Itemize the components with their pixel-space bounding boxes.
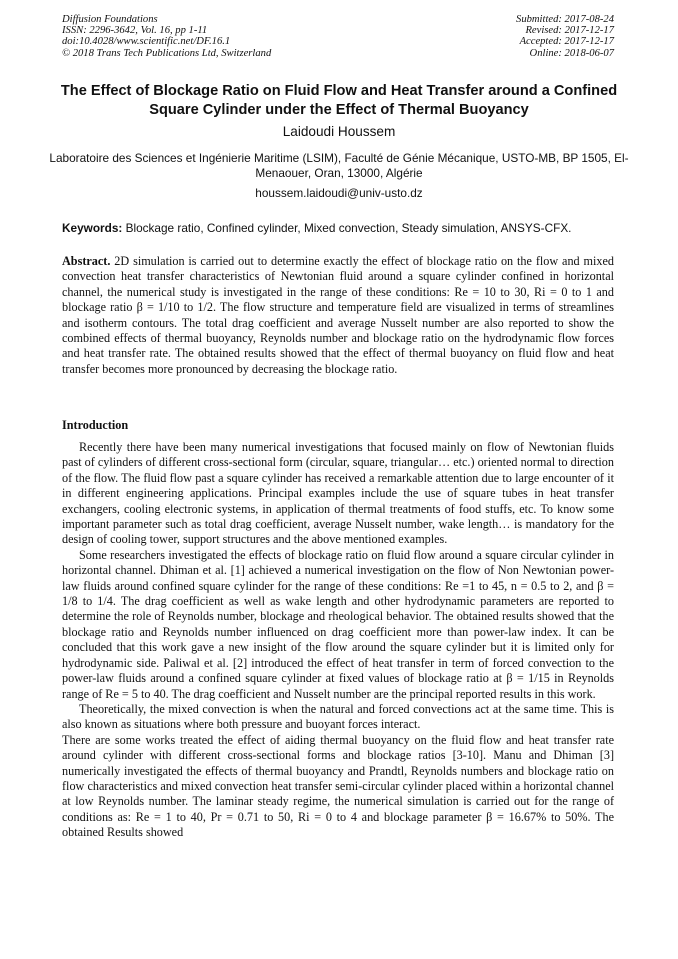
author-affiliation: Laboratoire des Sciences et Ingénierie Maritime (LSIM), Faculté de Génie Mécanique, USTO-MB, BP 1505, El-Menaouer, Oran, 13000, Algérie (49, 151, 629, 180)
author-name: Laidoudi Houssem (282, 124, 396, 139)
paragraph: Recently there have been many numerical investigations that focused mainly on flow of Newtonian fluids past of cylinders of different cross-sectional form (circular, square, triangular… etc.) oriented normal to direction of the flow. The fluid flow past a square cylinder has received a remarkable attention due to large encounter of it in different engineering applications. Principal examples include the use of square tubes in heat transfer exchangers, cooling electronic systems, in application of thermal treatments of food stuffs, etc. To know some important parameter such as total drag coefficient, average Nusselt number, wake length… is mandatory for the design of cooling tower, support structures and the above mentioned examples. (62, 440, 614, 547)
paragraph: There are some works treated the effect of aiding thermal buoyancy on the fluid flow and heat transfer rate around cylinder with different cross-sectional forms and blockage ratios [3-10]. Manu and Dhiman [3] numerically investigated the effects of thermal buoyancy and Prandtl, Reynolds numbers and blockage ratio on flow characteristics and mixed convection heat transfer semi-circular cylinder placed within a horizontal channel at low Reynolds number. The laminar steady regime, the numerical simulation is carried out for the range of conditions as: Re = 1 to 40, Pr = 0.71 to 50, Ri = 0 to 4 and blockage parameter β = 16.67% to 50%. The obtained Results showed (62, 732, 614, 840)
journal-info (62, 14, 271, 59)
date-submitted: Submitted: 2017-08-24 (516, 14, 614, 25)
submission-dates (516, 14, 614, 59)
journal-issn: ISSN: 2296-3642, Vol. 16, pp 1-11 (62, 25, 208, 37)
keywords (62, 221, 616, 235)
date-accepted: Accepted: 2017-12-17 (519, 36, 614, 48)
introduction-body (62, 440, 614, 841)
abstract-text: 2D simulation is carried out to determine exactly the effect of blockage ratio on the flow and mixed convection heat transfer characteristics of Newtonian fluid around a square cylinder confined in horizontal channel, the numerical study is investigated in the range of these conditions: Re = 10 to 30, Ri = 0 to 1 and blockage ratio β = 1/10 to 1/2. The flow structure and temperature field are visualized in terms of streamlines and isotherm contours. The total drag coefficient and average Nusselt number are also reported to show the combined effects of thermal buoyancy, Reynolds number and blockage ratio on the hydrodynamic flow forces and heat transfer rate. The obtained results showed that the effect of thermal buoyancy on fluid flow and heat transfer becomes more pronounced by decreasing the blockage ratio. (62, 254, 614, 376)
paper-title: The Effect of Blockage Ratio on Fluid Flow and Heat Transfer around a Confined Square Cylinder under the Effect of Thermal Buoyancy (60, 83, 618, 118)
date-revised: Revised: 2017-12-17 (525, 25, 614, 37)
author-email: houssem.laidoudi@univ-usto.dz (255, 186, 423, 200)
journal-doi: doi:10.4028/www.scientific.net/DF.16.1 (62, 36, 231, 48)
introduction-heading: Introduction (62, 418, 129, 432)
date-online: Online: 2018-06-07 (529, 47, 614, 59)
abstract (62, 254, 614, 377)
paragraph: Theoretically, the mixed convection is when the natural and forced convections act at the same time. This is also known as situations where both pressure and buoyant forces interact. (62, 701, 614, 732)
abstract-label: Abstract. (62, 254, 111, 268)
paragraph: Some researchers investigated the effects of blockage ratio on fluid flow around a square circular cylinder in horizontal channel. Dhiman et al. [1] achieved a numerical investigation on the flow of Non Newtonian power-law fluids around confined square cylinder for the range of these conditions: Re =1 to 45, n = 0.5 to 2, and β = 1/8 to 1/4. The drag coefficient as well as wake length and other hydrodynamic parameters are reported to determine the role of Reynolds number, blockage and rheological behavior. The obtained results showed that the blockage ratio and Reynolds number influenced on drag coefficient more than power-law index. It can be concluded that this work gave a new insight of the flow around the square cylinder but it is limited only for hydrodynamic side. Paliwal et al. [2] introduced the effect of heat transfer in term of forced convection to the power-law fluids around a confined square cylinder at fixed values of blockage ratio at β = 1/15 in Reynolds range of Re = 5 to 40. The drag coefficient and Nusselt number are the principal reported results in this work. (62, 547, 614, 701)
journal-copyright: © 2018 Trans Tech Publications Ltd, Switzerland (62, 47, 272, 59)
keywords-text: Blockage ratio, Confined cylinder, Mixed convection, Steady simulation, ANSYS-CFX. (122, 221, 572, 235)
keywords-label: Keywords: (62, 221, 123, 235)
journal-name: Diffusion Foundations (62, 14, 158, 25)
